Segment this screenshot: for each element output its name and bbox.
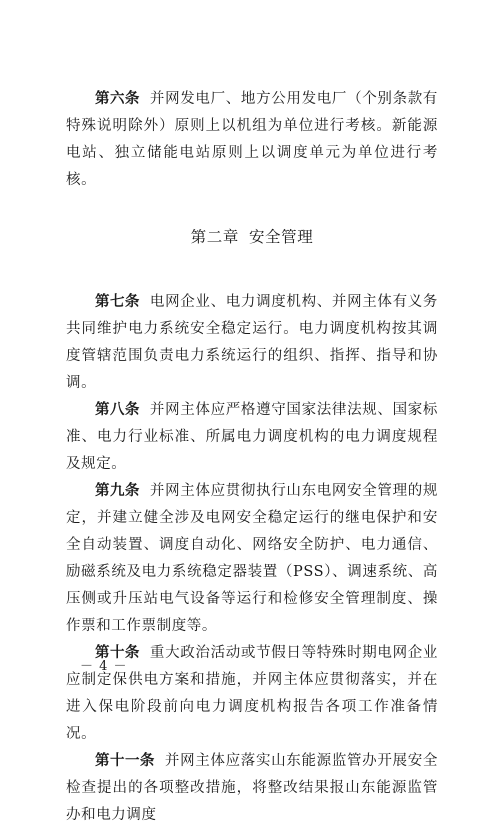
page-number: － 4 － (80, 659, 128, 674)
article-7-paragraph (66, 289, 438, 397)
page-content (66, 86, 438, 829)
article-11-paragraph (66, 748, 438, 829)
article-6-label: 第六条 (95, 91, 140, 107)
article-11-label: 第十一条 (95, 753, 155, 769)
article-6-paragraph (66, 86, 438, 194)
article-8-label: 第八条 (95, 402, 140, 418)
article-6-text: 并网发电厂、地方公用发电厂（个别条款有特殊说明除外）原则上以机组为单位进行考核。新能源电站、独立储能电站原则上以调度单元为单位进行考核。 (66, 91, 438, 188)
article-8-paragraph (66, 397, 438, 478)
chapter-heading (66, 223, 438, 251)
article-11-text: 并网主体应落实山东能源监管办开展安全检查提出的各项整改措施，将整改结果报山东能源监管办和电力调度 (66, 753, 438, 823)
article-10-label: 第十条 (95, 645, 140, 661)
chapter-title: 安全管理 (248, 228, 314, 246)
chapter-number: 第二章 (190, 228, 239, 246)
article-9-paragraph (66, 478, 438, 640)
article-7-text: 电网企业、电力调度机构、并网主体有义务共同维护电力系统安全稳定运行。电力调度机构按其调度管辖范围负责电力系统运行的组织、指挥、指导和协调。 (66, 294, 438, 391)
article-9-label: 第九条 (95, 483, 140, 499)
article-9-text: 并网主体应贯彻执行山东电网安全管理的规定，并建立健全涉及电网安全稳定运行的继电保护和安全自动装置、调度自动化、网络安全防护、电力通信、励磁系统及电力系统稳定器装置（PSS）、调速系统、高压侧或升压站电气设备等运行和检修安全管理制度、操作票和工作票制度等。 (66, 483, 438, 634)
article-10-text: 重大政治活动或节假日等特殊时期电网企业应制定保供电方案和措施，并网主体应贯彻落实，并在进入保电阶段前向电力调度机构报告各项工作准备情况。 (66, 645, 438, 742)
article-8-text: 并网主体应严格遵守国家法律法规、国家标准、电力行业标准、所属电力调度机构的电力调度规程及规定。 (66, 402, 438, 472)
article-7-label: 第七条 (95, 294, 140, 310)
